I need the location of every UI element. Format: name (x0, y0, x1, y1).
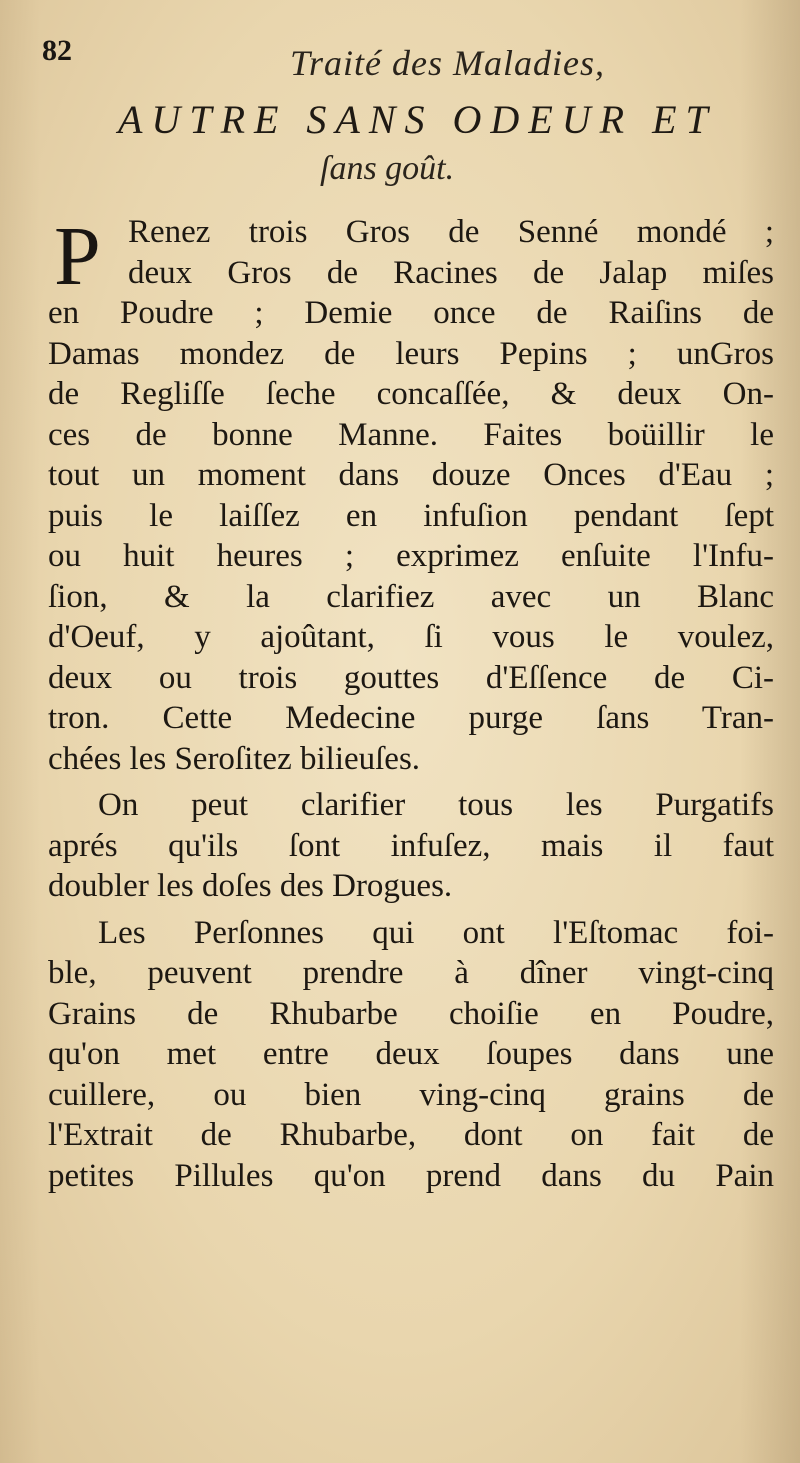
text-line: deux ou trois gouttes d'Eſſence de Ci- (48, 659, 774, 696)
text-line: de Regliſſe ſeche concaſſée, & deux On- (48, 376, 774, 412)
text-line: ou huit heures ; exprimez enſuite l'Infu- (48, 538, 774, 574)
text-line: tout un moment dans douze Onces d'Eau ; (48, 457, 774, 493)
text-line: ſion, & la clarifiez avec un Blanc (48, 578, 774, 615)
text-line: aprés qu'ils ſont infuſez, mais il faut (48, 827, 774, 864)
text-line: qu'on met entre deux ſoupes dans une (48, 1036, 774, 1072)
text-line: Les Perſonnes qui ont l'Eſtomac foi- (98, 914, 774, 951)
running-head (30, 34, 770, 94)
text-line: Damas mondez de leurs Pepins ; unGros (48, 335, 774, 372)
page-number: 82 (42, 34, 72, 67)
text-line: puis le laiſſez en infuſion pendant ſept (48, 497, 774, 534)
text-line: ces de bonne Manne. Faites boüillir le (48, 416, 774, 453)
text-line: en Poudre ; Demie once de Raiſins de (48, 295, 774, 331)
text-line: petites Pillules qu'on prend dans du Pain (48, 1157, 774, 1194)
drop-cap: P (54, 210, 101, 303)
paragraph (48, 785, 774, 907)
text-line: ble, peuvent prendre à dîner vingt-cinq (48, 955, 774, 991)
text-line: Grains de Rhubarbe choiſie en Poudre, (48, 995, 774, 1032)
text-line: cuillere, ou bien ving-cinq grains de (48, 1076, 774, 1113)
text-line: doubler les doſes des Drogues. (48, 868, 453, 904)
body-text (48, 212, 774, 1196)
paragraph (48, 913, 774, 1197)
text-line: d'Oeuf, y ajoûtant, ſi vous le voulez, (48, 619, 774, 655)
text-line: deux Gros de Racines de Jalap miſes (128, 254, 774, 291)
section-heading: AUTRE SANS ODEUR ET (118, 97, 717, 142)
paragraph (48, 212, 774, 779)
text-line: Renez trois Gros de Senné mondé ; (128, 214, 774, 250)
text-line: chées les Seroſitez bilieuſes. (48, 740, 421, 777)
text-line: tron. Cette Medecine purge ſans Tran- (48, 700, 774, 736)
running-title: Traité des Maladies, (290, 43, 605, 83)
section-subheading: ſans goût. (320, 150, 455, 187)
text-line: l'Extrait de Rhubarbe, dont on fait de (48, 1117, 774, 1153)
text-line: On peut clarifier tous les Purgatifs (98, 787, 774, 823)
